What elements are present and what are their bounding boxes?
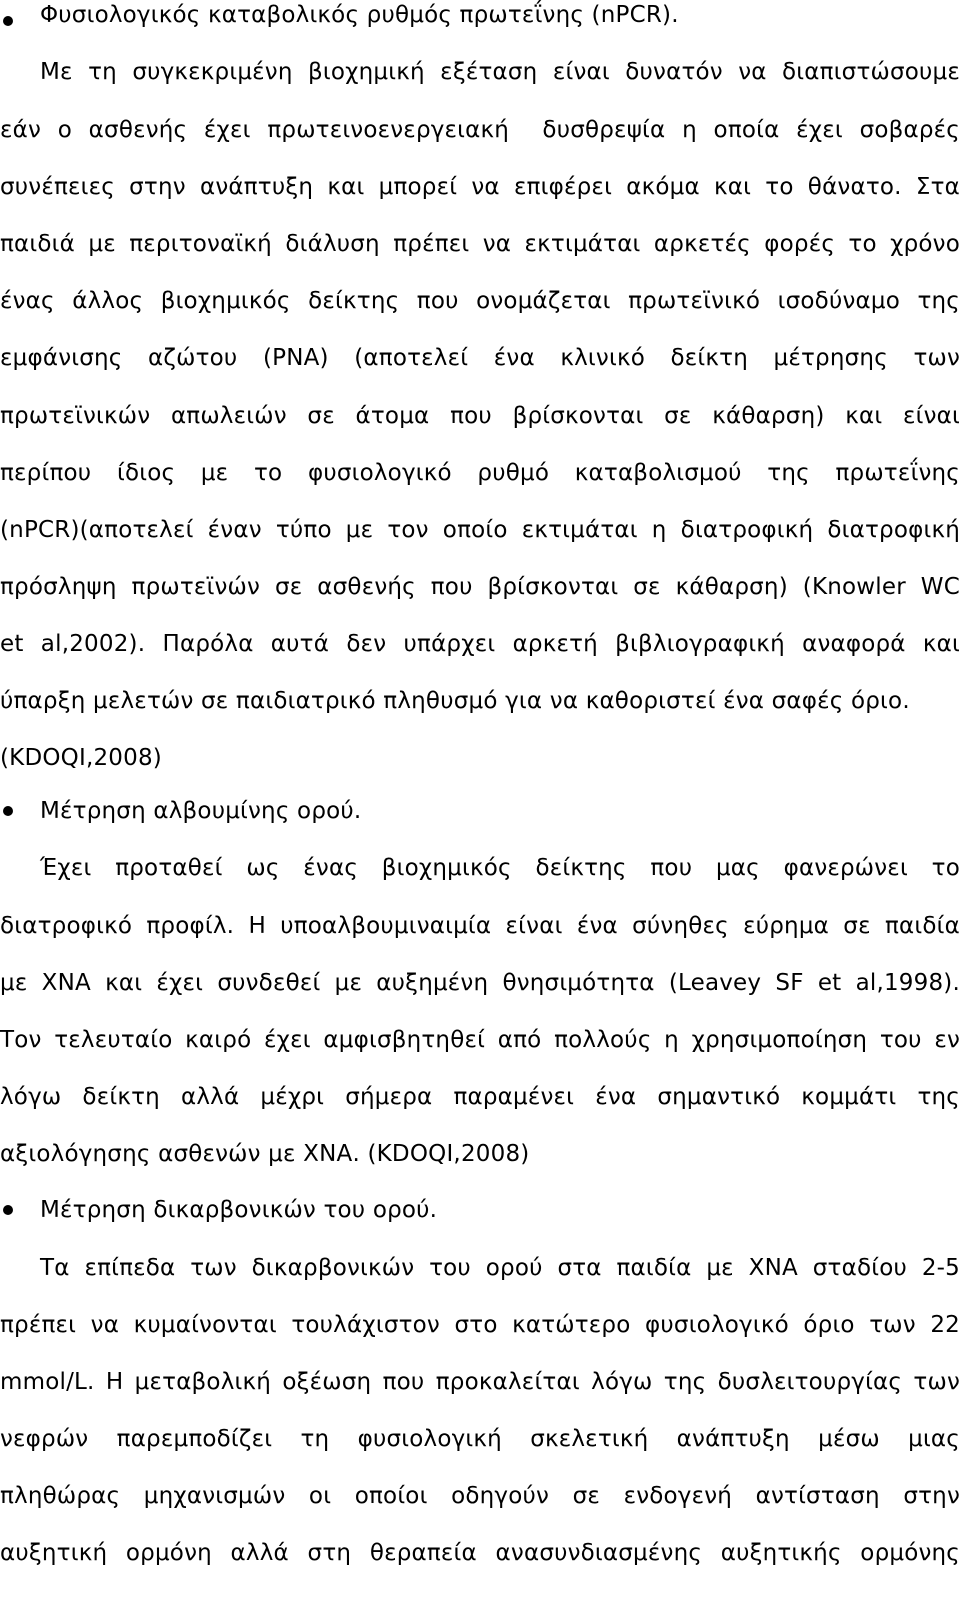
bullet-icon	[3, 16, 13, 26]
paragraph-line: mmol/L. Η μεταβολική οξέωση που προκαλείται λόγω της δυσλειτουργίας των	[0, 1369, 960, 1395]
paragraph-line: παιδιά με περιτοναϊκή διάλυση πρέπει να εκτιμάται αρκετές φορές το χρόνο	[0, 231, 960, 257]
paragraph-line: αξιολόγησης ασθενών με ΧΝΑ. (KDOQI,2008)	[0, 1141, 530, 1167]
paragraph-line: αυξητική ορμόνη αλλά στη θεραπεία ανασυνδιασμένης αυξητικής ορμόνης	[0, 1540, 960, 1566]
bullet-icon	[3, 1205, 13, 1215]
paragraph-line: εμφάνισης αζώτου (PNA) (αποτελεί ένα κλινικό δείκτη μέτρησης των	[0, 345, 960, 371]
paragraph-line: Με τη συγκεκριμένη βιοχημική εξέταση είναι δυνατόν να διαπιστώσουμε	[40, 59, 960, 85]
paragraph-line: περίπου ίδιος με το φυσιολογικό ρυθμό καταβολισμού της πρωτεΐνης	[0, 460, 960, 486]
bullet-icon	[3, 806, 13, 816]
paragraph-line: ύπαρξη μελετών σε παιδιατρικό πληθυσμό για να καθοριστεί ένα σαφές όριο.	[0, 688, 910, 714]
paragraph-line: λόγω δείκτη αλλά μέχρι σήμερα παραμένει ένα σημαντικό κομμάτι της	[0, 1084, 960, 1110]
bullet-heading-npcr: Φυσιολογικός καταβολικός ρυθμός πρωτεΐνης (nPCR).	[40, 2, 679, 28]
paragraph-line: (KDOQI,2008)	[0, 745, 162, 771]
paragraph-line: Τον τελευταίο καιρό έχει αμφισβητηθεί από πολλούς η χρησιμοποίηση του εν	[0, 1027, 960, 1053]
paragraph-line: (nPCR)(αποτελεί έναν τύπο με τον οποίο εκτιμάται η διατροφική διατροφική	[0, 517, 960, 543]
bullet-heading-albumin: Μέτρηση αλβουμίνης ορού.	[40, 798, 362, 824]
paragraph-line: συνέπειες στην ανάπτυξη και μπορεί να επιφέρει ακόμα και το θάνατο. Στα	[0, 174, 960, 200]
paragraph-line: με ΧΝΑ και έχει συνδεθεί με αυξημένη θνησιμότητα (Leavey SF et al,1998).	[0, 970, 960, 996]
paragraph-line: πρωτεϊνικών απωλειών σε άτομα που βρίσκονται σε κάθαρση) και είναι	[0, 403, 960, 429]
paragraph-line: νεφρών παρεμποδίζει τη φυσιολογική σκελετική ανάπτυξη μέσω μιας	[0, 1426, 960, 1452]
paragraph-line: διατροφικό προφίλ. Η υποαλβουμιναιμία είναι ένα σύνηθες εύρημα σε παιδία	[0, 913, 960, 939]
paragraph-line: Έχει προταθεί ως ένας βιοχημικός δείκτης που μας φανερώνει το	[40, 855, 960, 881]
paragraph-line: πληθώρας μηχανισμών οι οποίοι οδηγούν σε ενδογενή αντίσταση στην	[0, 1483, 960, 1509]
paragraph-line: ένας άλλος βιοχημικός δείκτης που ονομάζεται πρωτεϊνικό ισοδύναμο της	[0, 288, 960, 314]
paragraph-line: et al,2002). Παρόλα αυτά δεν υπάρχει αρκετή βιβλιογραφική αναφορά και	[0, 631, 960, 657]
bullet-heading-bicarbonate: Μέτρηση δικαρβονικών του ορού.	[40, 1197, 438, 1223]
paragraph-line: Τα επίπεδα των δικαρβονικών του ορού στα παιδία με ΧΝΑ σταδίου 2-5	[40, 1255, 960, 1281]
paragraph-line: πρέπει να κυμαίνονται τουλάχιστον στο κατώτερο φυσιολογικό όριο των 22	[0, 1312, 960, 1338]
paragraph-line: εάν ο ασθενής έχει πρωτεινοενεργειακή δυσθρεψία η οποία έχει σοβαρές	[0, 117, 960, 143]
paragraph-line: πρόσληψη πρωτεϊνών σε ασθενής που βρίσκονται σε κάθαρση) (Knowler WC	[0, 574, 960, 600]
